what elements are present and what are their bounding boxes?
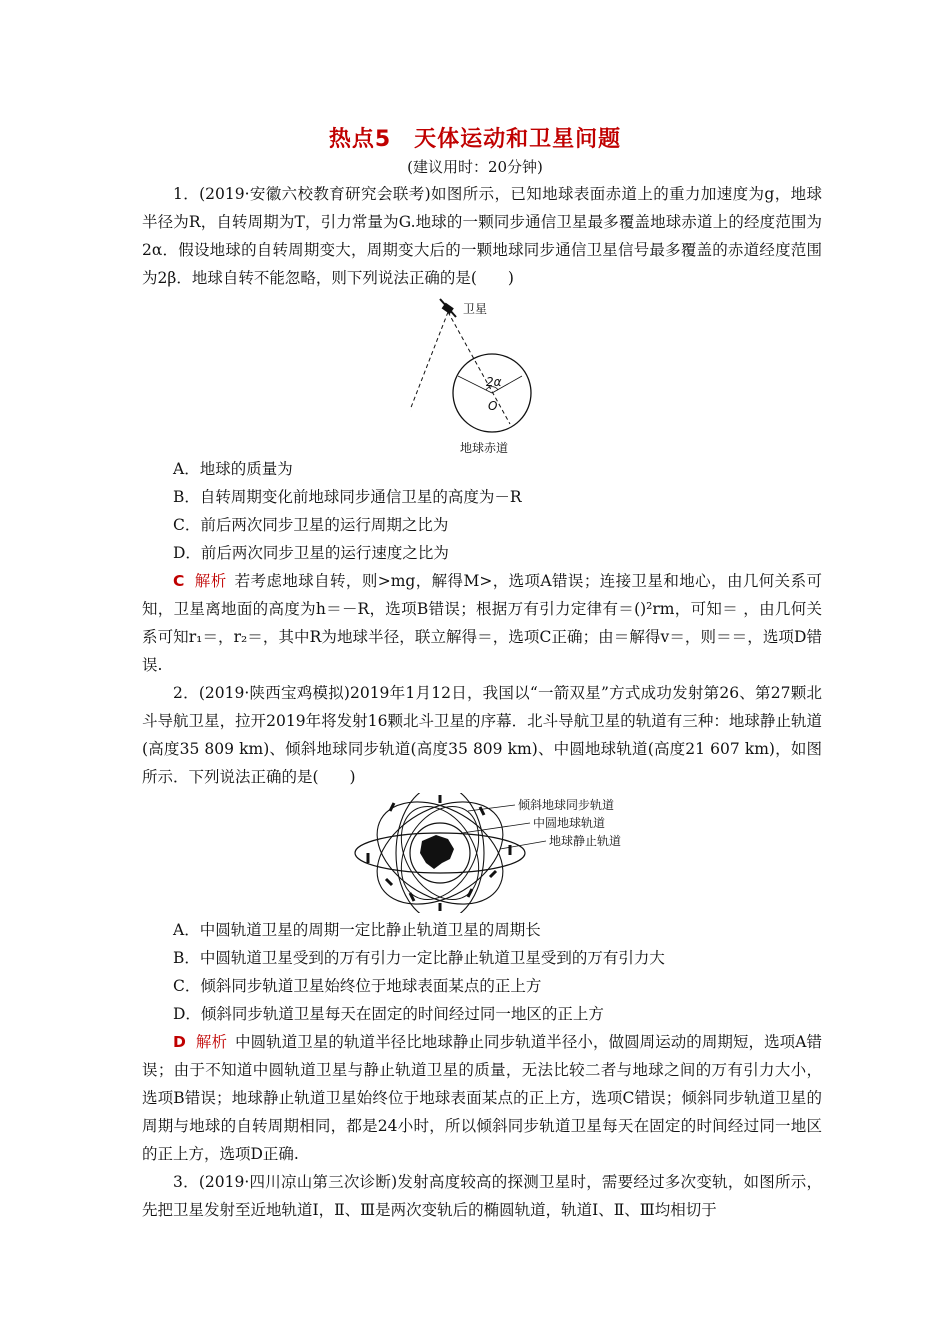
- q2-option-a: A．中圆轨道卫星的周期一定比静止轨道卫星的周期长: [173, 921, 541, 939]
- q2-answer: D: [173, 1033, 186, 1051]
- q2-option-b: B．中圆轨道卫星受到的万有引力一定比静止轨道卫星受到的万有引力大: [173, 949, 665, 967]
- q2-beidou-orbits-figure: [350, 793, 650, 913]
- orbit-label-medium: 中圆地球轨道: [533, 816, 606, 830]
- leader-line-2: [462, 823, 530, 833]
- question-1-stem: 1．(2019·安徽六校教育研究会联考)如图所示，已知地球表面赤道上的重力加速度为g，地球半径为R，自转周期为T，引力常量为G.地球的一颗同步通信卫星最多覆盖地球赤道上的经度范围为2α．假设地球的自转周期变大，周期变大后的一颗地球同步通信卫星信号最多覆盖的赤道经度范围为2β．地球自转不能忽略，则下列说法正确的是( ): [142, 185, 822, 287]
- satellite-icon: [440, 299, 456, 317]
- figure-caption: 地球赤道: [460, 441, 509, 455]
- q1-option-a: A．地球的质量为: [173, 460, 293, 478]
- q1-analysis-text: 若考虑地球自转，则>mg，解得M>，选项A错误；连接卫星和地心，由几何关系可知，卫星离地面的高度为h＝－R，选项B错误；根据万有引力定律有＝()²rm，可知＝ ，由几何关系可知r₁＝，r₂＝，其中R为地球半径，联立解得＝，选项C正确；由＝解得v＝，则＝＝，选项D错误.: [142, 572, 822, 674]
- page-title: 热点5 天体运动和卫星问题: [328, 127, 622, 152]
- q1-analysis: [142, 567, 822, 679]
- suggested-time: (建议用时：20分钟): [407, 158, 543, 176]
- q2-option-c: C．倾斜同步轨道卫星始终位于地球表面某点的正上方: [173, 977, 542, 995]
- orbit-label-geostationary: 地球静止轨道: [549, 834, 622, 848]
- continent-shape: [420, 835, 454, 869]
- q2-analysis-tag: 解析: [195, 1033, 228, 1051]
- q1-option-c: C．前后两次同步卫星的运行周期之比为: [173, 516, 449, 534]
- satellite-label: 卫星: [463, 302, 488, 316]
- question-2-stem: 2．(2019·陕西宝鸡模拟)2019年1月12日，我国以“一箭双星”方式成功发射第26、第27颗北斗导航卫星，拉开2019年将发射16颗北斗卫星的序幕．北斗导航卫星的轨道有三种：地球静止轨道(高度35 809 km)、倾斜地球同步轨道(高度35 809 km)、中圆地球轨道(高度21 607 km)，如图所示．下列说法正确的是( ): [142, 684, 822, 786]
- q1-answer: C: [173, 572, 185, 590]
- angle-label: 2α: [486, 375, 502, 389]
- question-3-stem: 3．(2019·四川凉山第三次诊断)发射高度较高的探测卫星时，需要经过多次变轨，如图所示，先把卫星发射至近地轨道Ⅰ，Ⅱ、Ⅲ是两次变轨后的椭圆轨道，轨道Ⅰ、Ⅱ、Ⅲ均相切于: [142, 1173, 822, 1219]
- q1-option-d: D．前后两次同步卫星的运行速度之比为: [173, 544, 449, 562]
- q2-option-d: D．倾斜同步轨道卫星每天在固定的时间经过同一地区的正上方: [173, 1005, 604, 1023]
- q1-analysis-tag: 解析: [194, 572, 227, 590]
- right-tangent-line: [448, 312, 510, 424]
- center-label: O: [488, 399, 498, 413]
- orbit-label-inclined: 倾斜地球同步轨道: [518, 798, 615, 812]
- left-tangent-line: [410, 312, 448, 410]
- q1-satellite-coverage-figure: [410, 292, 560, 462]
- q2-analysis-text: 中圆轨道卫星的轨道半径比地球静止同步轨道半径小，做圆周运动的周期短，选项A错误；由于不知道中圆轨道卫星与静止轨道卫星的质量，无法比较二者与地球之间的万有引力大小，选项B错误；地球静止轨道卫星始终位于地球表面某点的正上方，选项C错误；倾斜同步轨道卫星的周期与地球的自转周期相同，都是24小时，所以倾斜同步轨道卫星每天在固定的时间经过同一地区的正上方，选项D正确.: [142, 1033, 822, 1163]
- q1-option-b: B．自转周期变化前地球同步通信卫星的高度为－R: [173, 488, 522, 506]
- q2-analysis: [142, 1028, 822, 1168]
